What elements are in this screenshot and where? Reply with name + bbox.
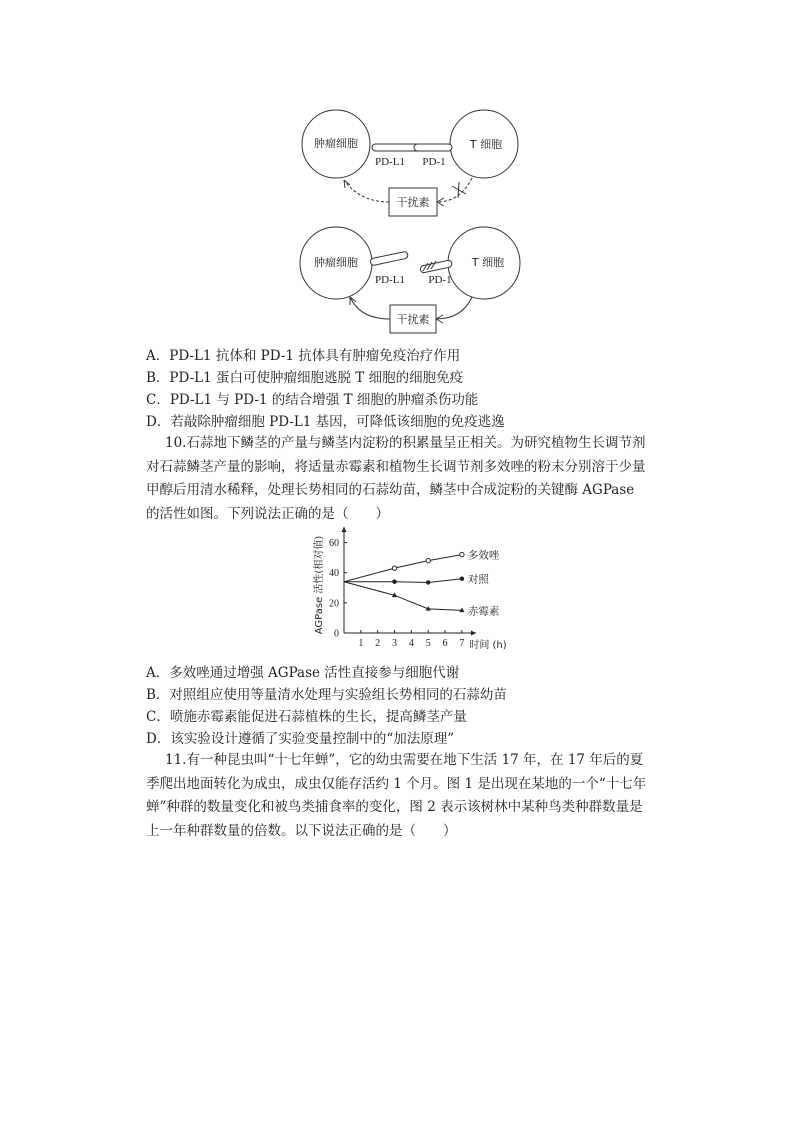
pd1-binding-diagram (290, 108, 530, 220)
pdl1-rod (370, 251, 409, 266)
q10-option-a: A．多效唑通过增强 AGPase 活性直接参与细胞代谢 (146, 665, 460, 681)
q9-option-d: D．若敲除肿瘤细胞 PD-L1 基因，可降低该细胞的免疫逃逸 (146, 414, 505, 430)
series-label: 对照 (467, 573, 489, 586)
q11-stem: 11.有一种昆虫叫“十七年蝉”，它的幼虫需要在地下生活 17 年，在 17 年后的夏季爬出地面转化为成虫，成虫仅能存活约 1 个月。图 1 是出现在某地的一个“十七年蝉”种群的数量变化和被鸟类捕食率的变化，图 2 表示该树林中某种鸟类种群数量是上一年种群数量的倍数。以下说法正确的是（ ） (146, 752, 647, 839)
y-tick-label: 40 (329, 568, 339, 580)
series-line-2 (344, 582, 462, 611)
arrow-to-tumor (344, 180, 389, 202)
x-tick-label: 4 (408, 638, 414, 649)
q10-option-c: C．喷施赤霉素能促进石蒜植株的生长，提高鳞茎产量 (146, 709, 467, 725)
y-tick-label: 0 (334, 628, 339, 640)
pd1-label: PD-1 (422, 156, 446, 168)
q9-option-c: C．PD-L1 与 PD-1 的结合增强 T 细胞的肿瘤杀伤功能 (146, 392, 479, 408)
series-label: 赤霉素 (467, 605, 500, 618)
x-tick-label: 1 (358, 638, 364, 649)
tcell-label: T 细胞 (471, 256, 505, 269)
arrow-from-tcell (437, 178, 472, 202)
data-point (460, 577, 464, 581)
x-tick-label: 7 (459, 638, 465, 649)
x-tick-label: 5 (425, 638, 431, 649)
agpase-chart (310, 523, 520, 653)
arrow-head-left (350, 297, 356, 305)
series-label: 多效唑 (467, 549, 500, 562)
x-tick-label: 3 (392, 638, 398, 649)
interferon-label: 干扰素 (396, 313, 430, 326)
q9-option-a: A．PD-L1 抗体和 PD-1 抗体具有肿瘤免疫治疗作用 (146, 348, 461, 364)
q10-option-b: B．对照组应使用等量清水处理与实验组长势相同的石蒜幼苗 (146, 687, 507, 703)
tcell-label: T 细胞 (469, 138, 503, 151)
interferon-label: 干扰素 (396, 196, 430, 209)
pdl1-label: PD-L1 (375, 156, 405, 168)
block-mark (452, 182, 466, 198)
q10-stem: 10.石蒜地下鳞茎的产量与鳞茎内淀粉的积累量呈正相关。为研究植物生长调节剂对石蒜鳞茎产量的影响，将适量赤霉素和植物生长调节剂多效唑的粉末分别溶于少量甲醇后用清水稀释，处理长势相同的石蒜幼苗，鳞茎中合成淀粉的关键酶 AGPase 的活性如图。下列说法正确的是（ ） (146, 435, 646, 522)
data-point (392, 566, 396, 570)
pdl1-rod (372, 144, 420, 151)
x-tick-label: 2 (375, 638, 381, 649)
series-line-0 (344, 555, 462, 582)
pd1-blocked-diagram (290, 225, 530, 337)
tumor-label: 肿瘤细胞 (314, 137, 358, 150)
q9-option-b: B．PD-L1 蛋白可使肿瘤细胞逃脱 T 细胞的细胞免疫 (146, 370, 464, 386)
y-axis-label: AGPase 活性(相对值) (314, 535, 325, 635)
data-point (426, 580, 430, 584)
arrow-to-tumor (350, 297, 390, 319)
data-point (392, 580, 396, 584)
y-tick-label: 20 (329, 598, 339, 610)
series-line-1 (344, 579, 462, 583)
pd1-rod (414, 144, 452, 151)
pd1-label: PD-1 (428, 274, 452, 286)
x-axis-arrow (471, 631, 476, 636)
y-axis-arrow (342, 527, 347, 532)
tumor-label: 肿瘤细胞 (314, 256, 358, 269)
q10-option-d: D．该实验设计遵循了实验变量控制中的“加法原理” (146, 731, 455, 747)
y-tick-label: 60 (329, 538, 339, 550)
x-tick-label: 6 (442, 638, 448, 649)
data-point (426, 558, 430, 562)
pdl1-label: PD-L1 (375, 274, 405, 286)
data-point (460, 552, 464, 556)
x-axis-label: 时间 (h) (469, 640, 507, 651)
